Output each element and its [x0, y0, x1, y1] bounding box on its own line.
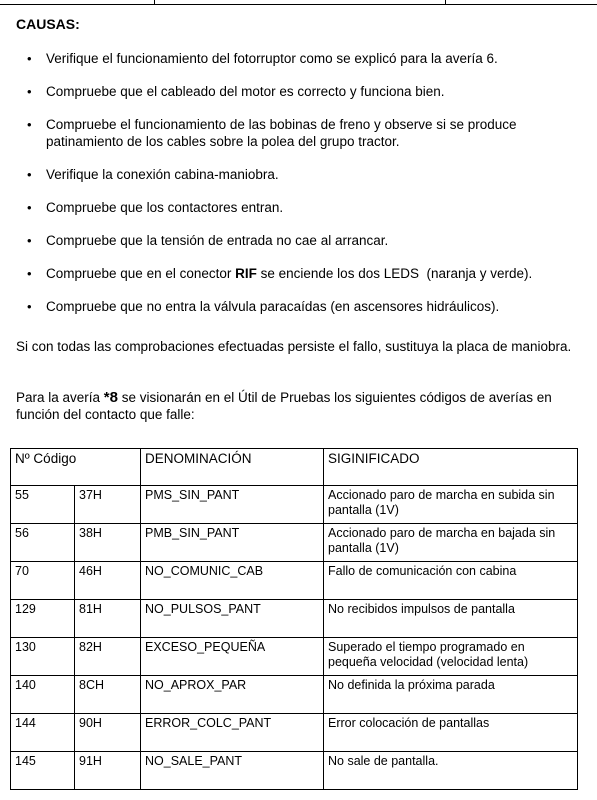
list-item [0, 50, 597, 67]
cell-name: NO_COMUNIC_CAB [141, 562, 324, 600]
cell-name: PMB_SIN_PANT [141, 524, 324, 562]
intro-before: Para la avería [16, 390, 104, 405]
bullet-dot-icon: • [27, 266, 32, 281]
list-item-text: Verifique la conexión cabina-maniobra. [46, 167, 279, 182]
bullet-dot-icon: • [27, 233, 32, 248]
header-codigo: Nº Código [11, 449, 141, 486]
cell-meaning: No definida la próxima parada [324, 676, 578, 714]
connector-name: RIF [235, 266, 257, 281]
cell-meaning: No sale de pantalla. [324, 752, 578, 790]
cell-dec: 56 [11, 524, 75, 562]
list-item-text: Compruebe que el cableado del motor es correcto y funciona bien. [46, 84, 445, 99]
cell-meaning: Accionado paro de marcha en subida sin pantalla (1V) [324, 486, 578, 524]
cell-name: PMS_SIN_PANT [141, 486, 324, 524]
cell-hex: 91H [75, 752, 141, 790]
list-item [0, 166, 597, 183]
replace-board-paragraph: Si con todas las comprobaciones efectuadas persiste el fallo, sustituya la placa de maniobra. [16, 339, 572, 354]
table-row [11, 524, 578, 562]
cell-meaning: No recibidos impulsos de pantalla [324, 600, 578, 638]
cell-name: NO_SALE_PANT [141, 752, 324, 790]
cell-name: EXCESO_PEQUEÑA [141, 638, 324, 676]
table-row [11, 600, 578, 638]
list-item-text-after: se enciende los dos LEDS (naranja y verde). [256, 266, 533, 281]
list-item [0, 232, 597, 249]
list-item-text: Verifique el funcionamiento del fotorruptor como se explicó para la avería 6. [46, 51, 498, 66]
cell-dec: 129 [11, 600, 75, 638]
cell-hex: 81H [75, 600, 141, 638]
bullet-dot-icon: • [27, 167, 32, 182]
bullet-dot-icon: • [27, 299, 32, 314]
table-row [11, 486, 578, 524]
table-row [11, 714, 578, 752]
cell-dec: 145 [11, 752, 75, 790]
cell-hex: 37H [75, 486, 141, 524]
list-item [0, 116, 597, 150]
table-header-row [11, 449, 578, 486]
cell-meaning: Superado el tiempo programado en pequeña velocidad (velocidad lenta) [324, 638, 578, 676]
cell-hex: 82H [75, 638, 141, 676]
list-item [0, 265, 597, 282]
cell-dec: 55 [11, 486, 75, 524]
table-row [11, 638, 578, 676]
cell-hex: 8CH [75, 676, 141, 714]
cell-hex: 38H [75, 524, 141, 562]
causas-heading: CAUSAS: [16, 16, 80, 32]
bullet-dot-icon: • [27, 51, 32, 66]
table-row [11, 562, 578, 600]
cell-dec: 144 [11, 714, 75, 752]
cell-name: NO_APROX_PAR [141, 676, 324, 714]
cell-hex: 46H [75, 562, 141, 600]
cell-name: NO_PULSOS_PANT [141, 600, 324, 638]
bullet-dot-icon: • [27, 84, 32, 99]
fault-number: *8 [103, 389, 118, 406]
fault-codes-table [10, 448, 578, 790]
list-item-text: Compruebe que no entra la válvula paracaídas (en ascensores hidráulicos). [46, 299, 500, 314]
header-denominacion: DENOMINACIÓN [141, 449, 324, 486]
top-tick-left [154, 0, 155, 4]
cell-meaning: Fallo de comunicación con cabina [324, 562, 578, 600]
list-item-text: Compruebe que los contactores entran. [46, 200, 284, 215]
cell-hex: 90H [75, 714, 141, 752]
list-item [0, 83, 597, 100]
table-row [11, 752, 578, 790]
cell-dec: 140 [11, 676, 75, 714]
list-item [0, 199, 597, 216]
causes-list [0, 50, 597, 331]
cell-name: ERROR_COLC_PANT [141, 714, 324, 752]
header-significado: SIGINIFICADO [324, 449, 578, 486]
list-item-text: Compruebe el funcionamiento de las bobinas de freno y observe si se produce patinamiento de los cables sobre la polea del grupo tractor. [46, 117, 517, 149]
intro-after: se visionarán en el Útil de Pruebas los siguientes códigos de averías en función del contacto que falle: [16, 390, 552, 422]
cell-meaning: Error colocación de pantallas [324, 714, 578, 752]
table-row [11, 676, 578, 714]
list-item [0, 298, 597, 315]
cell-dec: 70 [11, 562, 75, 600]
fault-codes-intro [16, 389, 584, 423]
top-rule [0, 0, 597, 5]
top-tick-right [445, 0, 446, 4]
cell-meaning: Accionado paro de marcha en bajada sin pantalla (1V) [324, 524, 578, 562]
bullet-dot-icon: • [27, 200, 32, 215]
cell-dec: 130 [11, 638, 75, 676]
list-item-text: Compruebe que la tensión de entrada no cae al arrancar. [46, 233, 389, 248]
list-item-text-before: Compruebe que en el conector [46, 266, 236, 281]
bullet-dot-icon: • [27, 117, 32, 132]
